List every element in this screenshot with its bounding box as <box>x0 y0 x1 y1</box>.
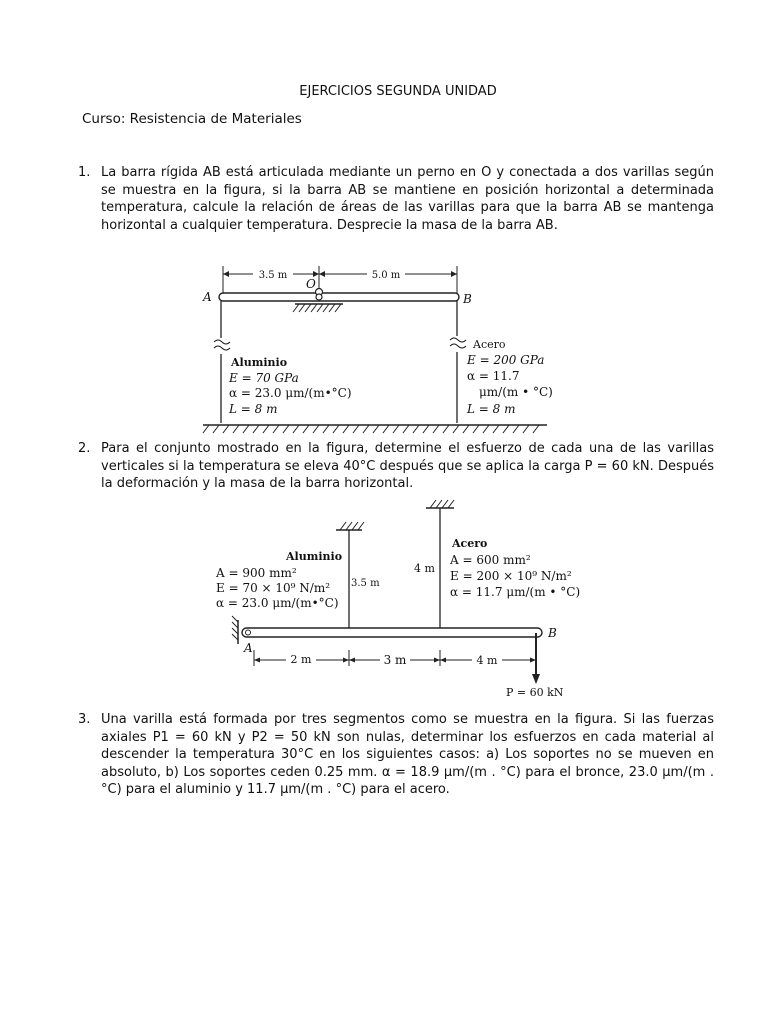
figure-1-rigid-bar <box>195 258 555 440</box>
course-label: Curso: Resistencia de Materiales <box>82 111 302 127</box>
aluminum-e: E = 70 × 10⁹ N/m² <box>216 581 331 595</box>
problem-number: 3. <box>78 712 91 727</box>
aluminum-label: Aluminio <box>231 356 288 369</box>
steel-label: Acero <box>452 537 488 550</box>
label-o: O <box>306 277 316 291</box>
dim-label-right: 5.0 m <box>371 270 401 281</box>
steel-e: E = 200 GPa <box>467 353 545 367</box>
steel-length: 4 m <box>414 562 435 575</box>
steel-alpha-units: μm/(m • °C) <box>479 385 553 399</box>
load-label: P = 60 kN <box>506 686 564 699</box>
aluminum-alpha: α = 23.0 μm/(m•°C) <box>216 596 339 610</box>
ground-hatch <box>203 425 539 433</box>
steel-alpha: α = 11.7 <box>467 369 520 383</box>
steel-label: Acero <box>473 338 506 351</box>
aluminum-area: A = 900 mm² <box>216 566 297 580</box>
problem-text: Una varilla está formada por tres segmentos como se muestra en la figura. Si las fuerzas axiales P1 = 60 kN y P2 = 50 kN son nulas, determinar los esfuerzos en cada material al descender la temperatura 30°C en los siguientes casos: a) Los soportes no se mueven en absoluto, b) Los soportes ceden 0.25 mm. α = 18.9 μm/(m . °C) para el bronce, 23.0 μm/(m . °C) para el aluminio y 11.7 μm/(m . °C) para el acero. <box>101 712 714 797</box>
problem-2 <box>78 440 714 493</box>
dim-label-1: 2 m <box>290 653 312 666</box>
aluminum-label: Aluminio <box>286 550 343 563</box>
problem-number: 1. <box>78 165 91 180</box>
break-icon <box>214 340 230 350</box>
figure-2-assembly <box>210 498 590 704</box>
steel-alpha: α = 11.7 μm/(m • °C) <box>450 585 581 599</box>
label-a: A <box>244 641 253 655</box>
aluminum-alpha: α = 23.0 μm/(m•°C) <box>229 386 352 400</box>
dim-label-3: 4 m <box>476 654 498 667</box>
problem-text: La barra rígida AB está articulada mediante un perno en O y conectada a dos varillas según se muestra en la figura, si la barra AB se mantiene en posición horizontal a determinada temperatura, calcule la relación de áreas de las varillas para que la barra AB se mantenga horizontal a cualquier temperatura. Desprecie la masa de la barra AB. <box>101 165 714 233</box>
problem-1 <box>78 164 714 234</box>
label-b: B <box>548 626 557 640</box>
aluminum-length: 3.5 m <box>351 578 380 589</box>
steel-length: L = 8 m <box>467 402 516 416</box>
rigid-bar-ab <box>219 293 459 301</box>
problem-3 <box>78 711 714 799</box>
problem-number: 2. <box>78 441 91 456</box>
steel-e: E = 200 × 10⁹ N/m² <box>450 569 572 583</box>
break-icon <box>450 338 466 348</box>
aluminum-e: E = 70 GPa <box>229 371 299 385</box>
dim-label-2: 3 m <box>383 653 407 667</box>
problem-text: Para el conjunto mostrado en la figura, determine el esfuerzo de cada una de las varillas verticales si la temperatura se eleva 40°C después que se aplica la carga P = 60 kN. Después la deformación y la masa de la barra horizontal. <box>101 441 714 491</box>
pin-icon <box>246 630 251 635</box>
dim-label-left: 3.5 m <box>258 270 288 281</box>
label-b: B <box>463 292 472 306</box>
horizontal-bar <box>242 628 542 637</box>
label-a: A <box>203 290 212 304</box>
steel-area: A = 600 mm² <box>450 553 531 567</box>
aluminum-length: L = 8 m <box>229 402 278 416</box>
page-title: EJERCICIOS SEGUNDA UNIDAD <box>299 84 497 99</box>
